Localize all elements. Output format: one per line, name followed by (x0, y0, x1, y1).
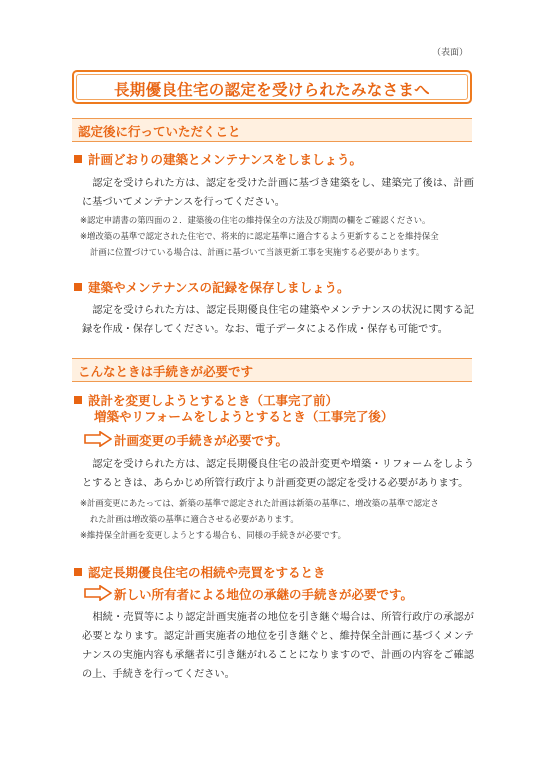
paragraph-inheritance-sale: 相続・売買等により認定計画実施者の地位を引き継ぐ場合は、所管行政庁の承認が必要となります。認定計画実施者の地位を引き継ぐと、維持保全計画に基づくメンテナンスの実施内容も承継者に引き継がれることになりますので、計画の内容をご確認の上、手続きを行ってください。 (82, 612, 474, 680)
notes-build-and-maintain (80, 212, 476, 260)
subheading-text: 認定長期優良住宅の相続や売買をするとき (88, 565, 326, 580)
outline-arrow-icon (84, 431, 112, 447)
paragraph-build-and-maintain: 認定を受けられた方は、認定を受けた計画に基づき建築をし、建築完了後は、計画に基づいてメンテナンスを行ってください。 (82, 178, 474, 208)
square-bullet-icon (74, 568, 82, 576)
section-heading-after-certification (72, 118, 472, 142)
note-line: ※計画変更にあたっては、新築の基準で認定された計画は新築の基準に、増改築の基準で認定さ (80, 498, 439, 508)
callout-status-succession (84, 584, 464, 602)
square-bullet-icon (74, 396, 82, 404)
paragraph-keep-records: 認定を受けられた方は、認定長期優良住宅の建築やメンテナンスの状況に関する記録を作成・保存してください。なお、電子データによる作成・保存も可能です。 (82, 305, 474, 335)
subheading-text: 設計を変更しようとするとき（工事完了前） (88, 393, 339, 408)
subheading-text: 計画どおりの建築とメンテナンスをしましょう。 (88, 152, 363, 167)
note-line: ※増改築の基準で認定された住宅で、将来的に認定基準に適合するよう更新することを維持保全 (80, 231, 439, 241)
subheading-text: 建築やメンテナンスの記録を保存しましょう。 (88, 280, 350, 295)
notes-design-change (80, 495, 476, 543)
note-line: ※認定申請書の第四面の２．建築後の住宅の維持保全の方法及び期間の欄をご確認ください。 (80, 215, 431, 225)
note-line: れた計画は増改築の基準に適合させる必要があります。 (90, 514, 299, 524)
subheading-renovation: 増築やリフォームをしようとするとき（工事完了後） (94, 409, 394, 424)
callout-text: 新しい所有者による地位の承継の手続きが必要です。 (114, 587, 414, 602)
page-title: 長期優良住宅の認定を受けられたみなさまへ (113, 81, 430, 99)
subheading-build-and-maintain (74, 150, 362, 168)
note-line: ※維持保全計画を変更しようとする場合も、同様の手続きが必要です。 (80, 530, 346, 540)
paragraph-design-change: 認定を受けられた方は、認定長期優良住宅の設計変更や増築・リフォームをしようとするときは、あらかじめ所管行政庁より計画変更の認定を受ける必要があります。 (82, 459, 474, 489)
title-banner (72, 70, 472, 104)
note-line: 計画に位置づけている場合は、計画に基づいて当該更新工事を実施する必要があります。 (90, 247, 425, 257)
section-heading-text: こんなときは手続きが必要です (78, 364, 254, 379)
subheading-inheritance-sale (74, 563, 326, 581)
square-bullet-icon (74, 283, 82, 291)
subheading-keep-records (74, 278, 350, 296)
page-side-label: （表面） (431, 48, 468, 58)
section-heading-procedures-required (72, 358, 472, 382)
section-heading-text: 認定後に行っていただくこと (78, 124, 241, 139)
square-bullet-icon (74, 155, 82, 163)
outline-arrow-icon (84, 585, 112, 601)
callout-plan-change (84, 430, 344, 448)
callout-text: 計画変更の手続きが必要です。 (114, 433, 289, 448)
